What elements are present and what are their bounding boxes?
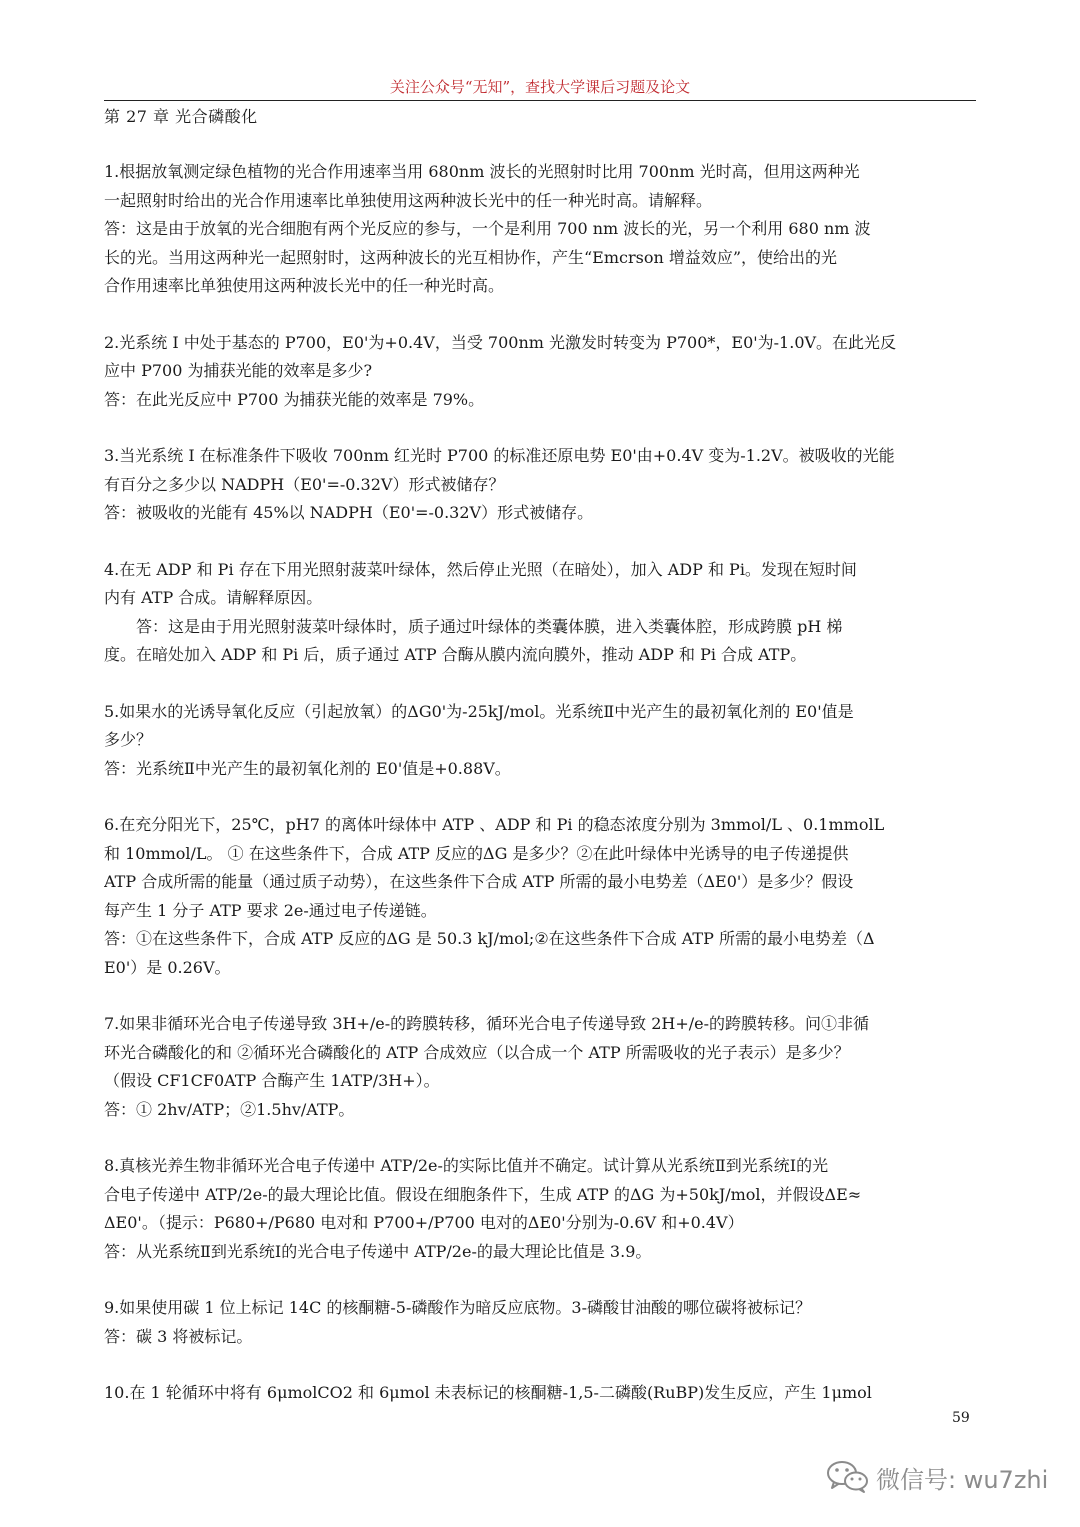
question-5: [104, 698, 978, 784]
text-line: 9.如果使用碳 1 位上标记 14C 的核酮糖-5-磷酸作为暗反应底物。3-磷酸甘油酸的哪位碳将被标记？: [104, 1298, 811, 1317]
text-line: 多少？: [104, 730, 153, 749]
text-line: 答：这是由于用光照射菠菜叶绿体时，质子通过叶绿体的类囊体膜，进入类囊体腔，形成跨膜 pH 梯: [136, 616, 843, 636]
questions-content: [104, 158, 978, 1408]
question-2: [104, 329, 978, 415]
text-line: 答：这是由于放氧的光合细胞有两个光反应的参与，一个是利用 700 nm 波长的光，另一个利用 680 nm 波: [104, 219, 871, 238]
text-line: 答：①在这些条件下，合成 ATP 反应的ΔG 是 50.3 kJ/mol;②在这些条件下合成 ATP 所需的最小电势差（Δ: [104, 929, 875, 948]
watermark-text: 微信号: wu7zhi: [876, 1465, 1049, 1494]
page-header: 关注公众号“无知”，查找大学课后习题及论文: [389, 78, 691, 96]
question-8: [104, 1152, 978, 1266]
text-line: 度。在暗处加入 ADP 和 Pi 后，质子通过 ATP 合酶从膜内流向膜外，推动 ADP 和 Pi 合成 ATP。: [104, 645, 807, 664]
question-spacer: [104, 1351, 978, 1379]
text-line: 答：从光系统Ⅱ到光系统Ⅰ的光合电子传递中 ATP/2e-的最大理论比值是 3.9。: [104, 1241, 652, 1261]
text-line: 答：在此光反应中 P700 为捕获光能的效率是 79%。: [104, 389, 485, 409]
text-line: 8.真核光养生物非循环光合电子传递中 ATP/2e-的实际比值并不确定。试计算从光系统Ⅱ到光系统Ⅰ的光: [104, 1156, 829, 1175]
question-9: [104, 1294, 978, 1351]
text-line: 2.光系统 I 中处于基态的 P700，E0'为+0.4V，当受 700nm 光激发时转变为 P700*，E0'为-1.0V。在此光反: [104, 332, 897, 352]
question-spacer: [104, 783, 978, 811]
page-number: 59: [952, 1410, 970, 1426]
text-line: 和 10mmol/L。 ① 在这些条件下，合成 ATP 反应的ΔG 是多少？②在此叶绿体中光诱导的电子传递提供: [104, 843, 849, 863]
text-line: 答：碳 3 将被标记。: [104, 1326, 253, 1346]
text-line: 10.在 1 轮循环中将有 6μmolCO2 和 6μmol 未表标记的核酮糖-1,5-二磷酸(RuBP)发生反应，产生 1μmol: [104, 1383, 872, 1402]
question-spacer: [104, 1266, 978, 1294]
text-line: 答：被吸收的光能有 45%以 NADPH（E0'=-0.32V）形式被储存。: [104, 503, 594, 522]
text-line: 长的光。当用这两种光一起照射时，这两种波长的光互相协作，产生“Emcrson 增益效应”，使给出的光: [104, 247, 838, 267]
question-3: [104, 442, 978, 528]
question-6: [104, 811, 978, 982]
text-line: 答：① 2hv/ATP；②1.5hv/ATP。: [104, 1099, 355, 1119]
question-spacer: [104, 301, 978, 329]
question-spacer: [104, 670, 978, 698]
question-spacer: [104, 1124, 978, 1152]
text-line: 合电子传递中 ATP/2e-的最大理论比值。假设在细胞条件下，生成 ATP 的ΔG 为+50kJ/mol，并假设ΔE≈: [104, 1184, 862, 1204]
question-1: [104, 158, 978, 301]
header-rule: [104, 100, 976, 101]
text-line: 1.根据放氧测定绿色植物的光合作用速率当用 680nm 波长的光照射时比用 700nm 光时高，但用这两种光: [104, 162, 860, 181]
text-line: 环光合磷酸化的和 ②循环光合磷酸化的 ATP 合成效应（以合成一个 ATP 所需吸收的光子表示）是多少？: [104, 1042, 850, 1062]
chapter-title: 第 27 章 光合磷酸化: [104, 107, 258, 126]
question-spacer: [104, 982, 978, 1010]
text-line: 5.如果水的光诱导氧化反应（引起放氧）的ΔG0'为-25kJ/mol。光系统Ⅱ中光产生的最初氧化剂的 E0'值是: [104, 701, 854, 721]
text-line: ATP 合成所需的能量（通过质子动势），在这些条件下合成 ATP 所需的最小电势差（ΔE0'）是多少？假设: [104, 872, 854, 891]
text-line: 6.在充分阳光下，25℃，pH7 的离体叶绿体中 ATP 、ADP 和 Pi 的稳态浓度分别为 3mmol/L 、0.1mmolL: [104, 815, 885, 834]
text-line: E0'）是 0.26V。: [104, 957, 231, 977]
text-line: 7.如果非循环光合电子传递导致 3H+/e-的跨膜转移，循环光合电子传递导致 2H+/e-的跨膜转移。问①非循: [104, 1014, 870, 1033]
text-line: 合作用速率比单独使用这两种波长光中的任一种光时高。: [104, 276, 505, 295]
question-4: [104, 556, 978, 670]
text-line: 4.在无 ADP 和 Pi 存在下用光照射菠菜叶绿体，然后停止光照（在暗处），加入 ADP 和 Pi。发现在短时间: [104, 559, 857, 579]
text-line: 应中 P700 为捕获光能的效率是多少?: [104, 361, 373, 380]
question-7: [104, 1010, 978, 1124]
text-line: 3.当光系统 I 在标准条件下吸收 700nm 红光时 P700 的标准还原电势 E0'由+0.4V 变为-1.2V。被吸收的光能: [104, 446, 895, 465]
text-line: 内有 ATP 合成。请解释原因。: [104, 588, 323, 607]
text-line: 有百分之多少以 NADPH（E0'=-0.32V）形式被储存？: [104, 474, 505, 494]
watermark: [826, 1460, 1048, 1494]
text-line: 答：光系统Ⅱ中光产生的最初氧化剂的 E0'值是+0.88V。: [104, 758, 511, 778]
question-spacer: [104, 414, 978, 442]
question-10: [104, 1379, 978, 1408]
text-line: （假设 CF1CF0ATP 合酶产生 1ATP/3H+）。: [104, 1071, 440, 1090]
text-line: 每产生 1 分子 ATP 要求 2e-通过电子传递链。: [104, 900, 437, 920]
text-line: 一起照射时给出的光合作用速率比单独使用这两种波长光中的任一种光时高。请解释。: [104, 190, 713, 210]
wechat-icon: [826, 1460, 870, 1494]
text-line: ΔE0'。（提示：P680+/P680 电对和 P700+/P700 电对的ΔE0'分别为-0.6V 和+0.4V）: [104, 1213, 744, 1232]
question-spacer: [104, 528, 978, 556]
